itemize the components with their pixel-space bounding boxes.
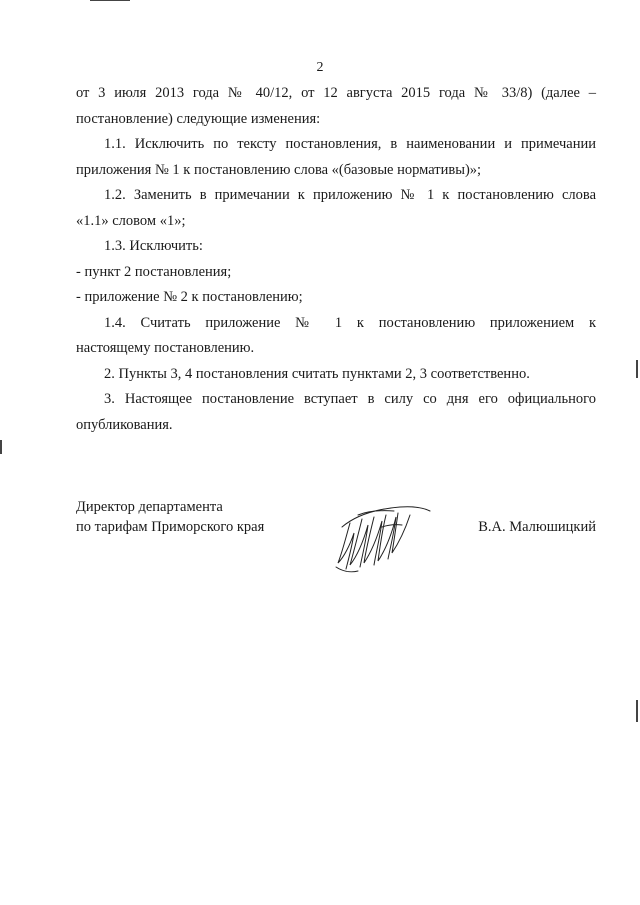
item-3-line-2: опубликования. (76, 416, 173, 433)
signature-block (76, 497, 596, 577)
item-1-2-line-2: «1.1» словом «1»; (76, 212, 186, 229)
item-3-line-1: 3. Настоящее постановление вступает в силу со дня его официального (104, 391, 596, 407)
handwritten-signature (328, 497, 438, 577)
item-1-3-bullet-1: - пункт 2 постановления; (76, 263, 232, 280)
item-1-4-line-1: 1.4. Считать приложение № 1 к постановлению приложением к (104, 314, 596, 331)
paragraph-intro-line-2: постановление) следующие изменения: (76, 110, 321, 127)
item-2: 2. Пункты 3, 4 постановления считать пунктами 2, 3 соответственно. (104, 365, 530, 382)
item-1-2-line-1: 1.2. Заменить в примечании к приложению № 1 к постановлению слова (104, 187, 596, 203)
signatory-title-line-1: Директор департамента (76, 499, 223, 515)
signatory-title-line-2: по тарифам Приморского края (76, 519, 265, 535)
scan-edge-mark-right-2 (636, 700, 638, 722)
item-1-3-bullet-2: - приложение № 2 к постановлению; (76, 289, 303, 305)
item-1-3-heading: 1.3. Исключить: (104, 238, 203, 254)
document-body (76, 81, 596, 438)
page-number: 2 (316, 60, 324, 75)
item-1-4-line-2: настоящему постановлению. (76, 340, 255, 356)
scan-edge-mark-top (90, 0, 130, 1)
item-1-1-line-1: 1.1. Исключить по тексту постановления, в наименовании и примечании (104, 136, 596, 152)
paragraph-intro-line-1: от 3 июля 2013 года № 40/12, от 12 августа 2015 года № 33/8) (далее – (76, 85, 596, 101)
scan-edge-mark-left-1 (0, 440, 2, 454)
signatory-name: В.А. Малюшицкий (478, 519, 596, 535)
scan-edge-mark-right-1 (636, 360, 638, 378)
item-1-1-line-2: приложения № 1 к постановлению слова «(базовые нормативы)»; (76, 161, 482, 178)
